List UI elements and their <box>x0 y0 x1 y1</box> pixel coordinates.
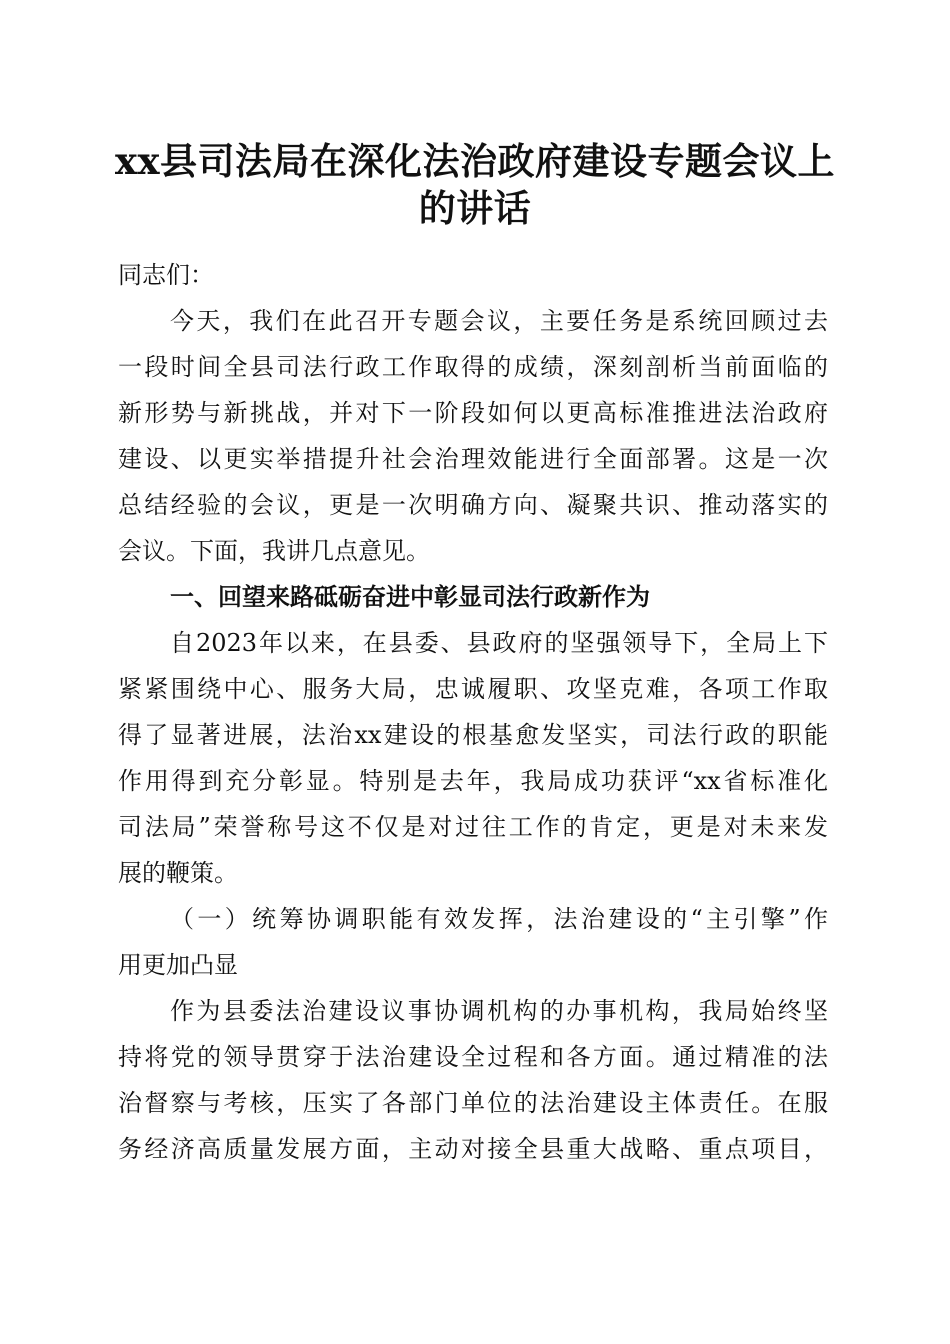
paragraph-line: 治督察与考核，压实了各部门单位的法治建设主体责任。在服 <box>118 1089 828 1117</box>
title-line-1: xx县司法局在深化法治政府建设专题会议上 <box>114 139 836 183</box>
paragraph-line: 作用得到充分彰显。特别是去年，我局成功获评“xx省标准化 <box>118 767 828 795</box>
document-body <box>118 252 828 1172</box>
subsection-heading-1 <box>118 896 828 988</box>
paragraph-line: 紧紧围绕中心、服务大局，忠诚履职、攻坚克难，各项工作取 <box>118 675 828 703</box>
paragraph-line: 新形势与新挑战，并对下一阶段如何以更高标准推进法治政府 <box>118 399 828 427</box>
title-line-2: 的讲话 <box>418 186 532 230</box>
paragraph-line: 持将党的领导贯穿于法治建设全过程和各方面。通过精准的法 <box>118 1043 828 1071</box>
paragraph-line: 自2023年以来，在县委、县政府的坚强领导下，全局上下 <box>170 629 828 657</box>
paragraph-line: 作为县委法治建设议事协调机构的办事机构，我局始终坚 <box>170 997 828 1025</box>
subheading-line: （一）统筹协调职能有效发挥，法治建设的“主引擎”作 <box>170 905 828 933</box>
section-heading-1: 一、回望来路砥砺奋进中彰显司法行政新作为 <box>170 582 650 611</box>
paragraph-line: 一段时间全县司法行政工作取得的成绩，深刻剖析当前面临的 <box>118 353 828 381</box>
paragraph-line: 务经济高质量发展方面，主动对接全县重大战略、重点项目， <box>118 1135 828 1163</box>
paragraph-line: 得了显著进展，法治xx建设的根基愈发坚实，司法行政的职能 <box>118 721 828 749</box>
paragraph-intro <box>118 298 828 574</box>
paragraph-line: 建设、以更实举措提升社会治理效能进行全面部署。这是一次 <box>118 445 828 473</box>
paragraph-line: 会议。下面，我讲几点意见。 <box>118 537 430 565</box>
paragraph-line: 展的鞭策。 <box>118 859 238 887</box>
document-title <box>100 138 850 232</box>
subheading-line: 用更加凸显 <box>118 951 238 979</box>
salutation: 同志们： <box>118 261 214 289</box>
paragraph-line: 今天，我们在此召开专题会议，主要任务是系统回顾过去 <box>170 307 828 335</box>
paragraph-review <box>118 620 828 896</box>
paragraph-line: 总结经验的会议，更是一次明确方向、凝聚共识、推动落实的 <box>118 491 828 519</box>
paragraph-coordination <box>118 988 828 1172</box>
paragraph-line: 司法局”荣誉称号这不仅是对过往工作的肯定，更是对未来发 <box>118 813 828 841</box>
